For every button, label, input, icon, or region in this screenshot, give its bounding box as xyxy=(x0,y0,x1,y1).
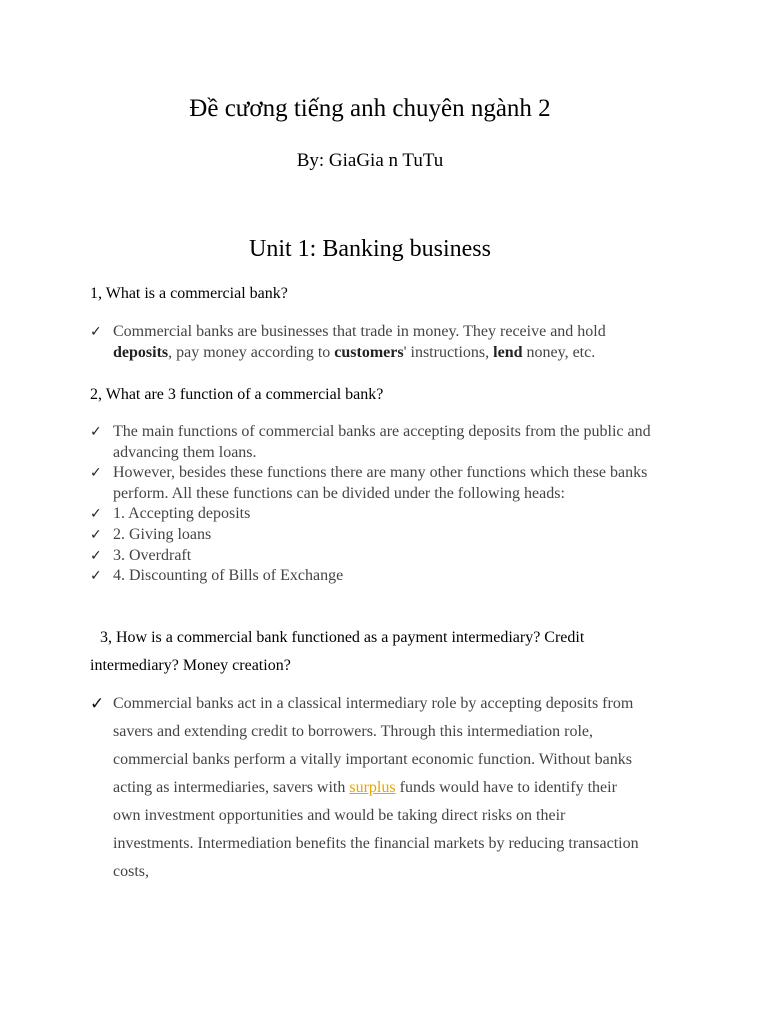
list-item-text: 1. Accepting deposits xyxy=(113,505,251,523)
list-item xyxy=(90,504,690,525)
document-title: Đề cương tiếng anh chuyên ngành 2 xyxy=(189,95,551,122)
checkmark-icon: ✓ xyxy=(90,694,105,714)
answer-text: , pay money according to xyxy=(168,343,335,361)
answer-1-list xyxy=(90,322,660,363)
checkmark-icon: ✓ xyxy=(90,324,102,340)
checkmark-icon: ✓ xyxy=(90,424,102,440)
question-3: 3, How is a commercial bank functioned as a payment intermediary? Credit intermediary? Money creation? xyxy=(90,629,585,674)
checkmark-icon: ✓ xyxy=(90,568,102,585)
checkmark-icon: ✓ xyxy=(90,547,102,564)
checkmark-icon: ✓ xyxy=(90,526,102,543)
answer-text: funds would have to identify their own investment opportunities and would be taking direct risks on their investments. Intermediation benefits the financial markets by reducing transaction costs, xyxy=(113,779,639,880)
answer-2-list xyxy=(90,422,690,587)
list-item xyxy=(90,690,640,886)
list-item xyxy=(90,463,690,504)
list-item xyxy=(90,525,690,546)
list-item xyxy=(90,322,660,363)
surplus-link[interactable]: surplus xyxy=(349,779,396,796)
answer-text: noney, etc. xyxy=(522,343,596,361)
answer-emphasis: lend xyxy=(493,343,523,361)
answer-emphasis: customers xyxy=(334,343,404,361)
list-item-text: The main functions of commercial banks are accepting deposits from the public and advancing them loans. xyxy=(113,423,651,461)
unit-heading: Unit 1: Banking business xyxy=(248,236,491,262)
checkmark-icon: ✓ xyxy=(90,506,102,523)
author-byline: By: GiaGia n TuTu xyxy=(296,150,444,171)
question-2: 2, What are 3 function of a commercial bank? xyxy=(90,386,384,403)
list-item-text: 4. Discounting of Bills of Exchange xyxy=(113,567,344,585)
answer-text: Commercial banks act in a classical intermediary role by accepting deposits from savers and extending credit to borrowers. Through this intermediation role, commercial banks perform a vitally important economic function. Without banks acting as intermediaries, savers with xyxy=(113,695,634,796)
answer-emphasis: deposits xyxy=(113,343,169,361)
list-item-text: 3. Overdraft xyxy=(113,546,192,564)
checkmark-icon: ✓ xyxy=(90,465,102,482)
list-item-text: 2. Giving loans xyxy=(113,525,212,543)
list-item xyxy=(90,546,690,567)
list-item xyxy=(90,422,690,463)
list-item-text: However, besides these functions there are many other functions which these banks perform. All these functions can be divided under the following heads: xyxy=(113,464,648,502)
question-1: 1, What is a commercial bank? xyxy=(90,285,288,302)
answer-text: Commercial banks are businesses that trade in money. They receive and hold xyxy=(113,323,606,340)
answer-text: ' instructions, xyxy=(403,343,494,361)
answer-3-list xyxy=(90,690,640,886)
list-item xyxy=(90,566,690,587)
